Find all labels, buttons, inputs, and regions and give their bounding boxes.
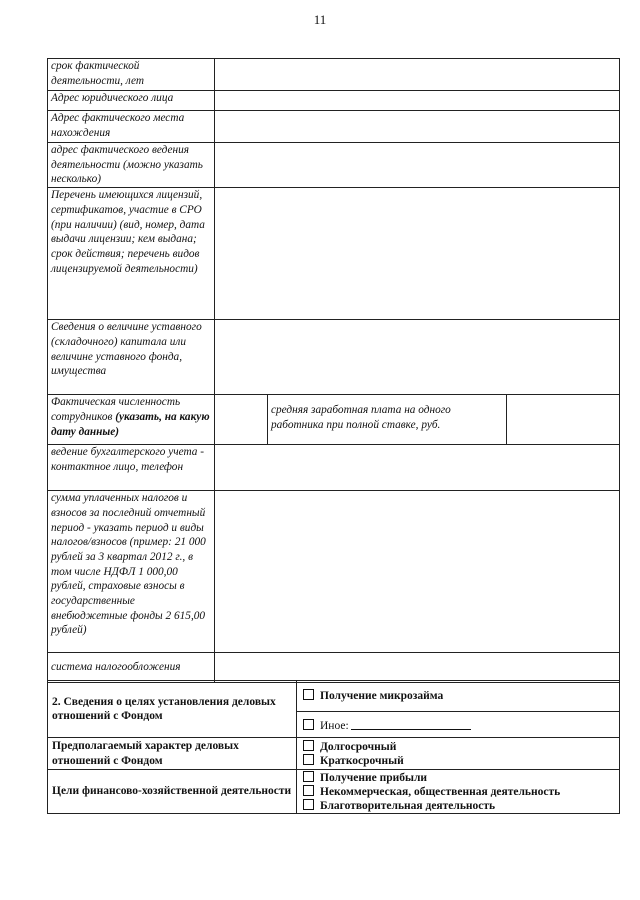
section-goals-options <box>297 681 620 738</box>
row-label: сумма уплаченных налогов и взносов за последний отчетный период - указать период и виды налогов/взносов (пример: 21 000 рублей за 3 квартал 2012 г., в том числе НДФЛ 1 000,00 рублей, страховые взносы в государственные внебюджетные фонды 2 615,00 рублей) <box>48 491 215 653</box>
nature-options <box>297 738 620 770</box>
employees-count-cell[interactable] <box>215 395 268 445</box>
goals-activity-label: Цели финансово-хозяйственной деятельности <box>48 770 297 814</box>
option-label: Краткосрочный <box>320 755 404 767</box>
checkbox-icon[interactable] <box>303 740 314 751</box>
checkbox-icon[interactable] <box>303 771 314 782</box>
value-cell[interactable] <box>215 491 620 653</box>
table-row <box>48 445 620 491</box>
value-cell[interactable] <box>215 653 620 683</box>
option-nonprofit[interactable] <box>303 785 613 799</box>
page-number: 11 <box>313 12 327 27</box>
table-row <box>48 188 620 320</box>
value-cell[interactable] <box>215 111 620 143</box>
table-row <box>48 59 620 91</box>
value-cell[interactable] <box>215 59 620 91</box>
value-cell[interactable] <box>215 91 620 111</box>
option-charity[interactable] <box>303 799 613 813</box>
option-label: Иное: <box>320 720 349 732</box>
divider <box>297 711 619 712</box>
table-row <box>48 111 620 143</box>
checkbox-icon[interactable] <box>303 785 314 796</box>
option-label: Благотворительная деятельность <box>320 800 496 812</box>
row-label: Перечень имеющихся лицензий, сертификатов, участие в СРО (при наличии) (вид, номер, дата выдачи лицензии; кем выдана; срок действия; перечень видов лицензируемой деятельности) <box>48 188 215 320</box>
table-row <box>48 681 620 738</box>
table-row <box>48 143 620 188</box>
row-label-bold: (указать, на какую дату данные) <box>51 410 210 438</box>
row-label: система налогообложения <box>48 653 215 683</box>
organization-info-table <box>47 58 620 683</box>
salary-label: средняя заработная плата на одного работника при полной ставке, руб. <box>268 395 507 445</box>
value-cell[interactable] <box>215 445 620 491</box>
option-microloan[interactable] <box>303 689 613 703</box>
row-label: Адрес фактического места нахождения <box>48 111 215 143</box>
salary-value-cell[interactable] <box>507 395 620 445</box>
table-row <box>48 738 620 770</box>
option-label: Получение микрозайма <box>320 690 444 702</box>
table-row <box>48 491 620 653</box>
section-goals-label: 2. Сведения о целях установления деловых отношений с Фондом <box>48 681 297 738</box>
row-label-plain: Фактическая численность сотрудников <box>51 396 181 423</box>
other-input-line[interactable] <box>351 719 471 730</box>
row-label: Сведения о величине уставного (складочного) капитала или величине уставного фонда, имущества <box>48 320 215 395</box>
row-label <box>48 395 215 445</box>
option-label: Долгосрочный <box>320 741 397 753</box>
table-row <box>48 91 620 111</box>
table-row <box>48 770 620 814</box>
option-short-term[interactable] <box>303 754 613 768</box>
relations-table <box>47 680 620 814</box>
value-cell[interactable] <box>215 320 620 395</box>
checkbox-icon[interactable] <box>303 754 314 765</box>
checkbox-icon[interactable] <box>303 799 314 810</box>
table-row <box>48 653 620 683</box>
nature-label: Предполагаемый характер деловых отношений с Фондом <box>48 738 297 770</box>
option-label: Некоммерческая, общественная деятельность <box>320 786 561 798</box>
table-row <box>48 320 620 395</box>
option-profit[interactable] <box>303 771 613 785</box>
goals-activity-options <box>297 770 620 814</box>
value-cell[interactable] <box>215 143 620 188</box>
table-row <box>48 395 620 445</box>
checkbox-icon[interactable] <box>303 719 314 730</box>
checkbox-icon[interactable] <box>303 689 314 700</box>
row-label: Адрес юридического лица <box>48 91 215 111</box>
row-label: срок фактической деятельности, лет <box>48 59 215 91</box>
option-long-term[interactable] <box>303 740 613 754</box>
option-label: Получение прибыли <box>320 772 428 784</box>
row-label: адрес фактического ведения деятельности (можно указать несколько) <box>48 143 215 188</box>
value-cell[interactable] <box>215 188 620 320</box>
option-other[interactable] <box>303 719 613 733</box>
row-label: ведение бухгалтерского учета - контактное лицо, телефон <box>48 445 215 491</box>
